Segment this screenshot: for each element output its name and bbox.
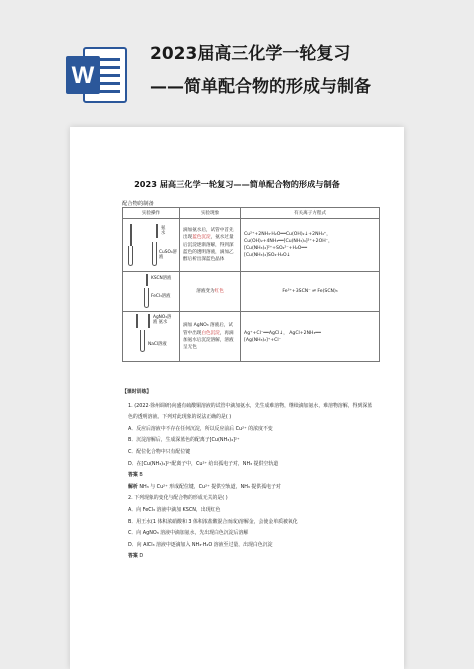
question-1-option: C．配位化合物中只有配位键 [128,448,191,455]
apparatus-diagram [126,222,176,268]
operation-cell [123,312,180,362]
banner [0,0,474,122]
equation-line: Cu²⁺+2NH₃·H₂O══Cu(OH)₂↓+2NH₄⁺， [244,231,331,237]
phenomenon-highlight: 蓝色沉淀 [192,235,211,241]
equation-line: [Ag(NH₃)₂]⁺+Cl⁻ [244,337,282,343]
equation-line: Cu(OH)₂+4NH₃══[Cu(NH₃)₄]²⁺+2OH⁻， [244,239,333,244]
phenomenon-cell [180,272,241,312]
solution-label: CuSO₄溶液 [159,250,177,261]
question-2-option: B．用王水(1 体积浓硝酸和 3 体积浓盐酸混合而成)溶解金，会使金单质被氧化 [128,518,298,525]
table-header-row [123,208,380,219]
equation-line: Fe³⁺+3SCN⁻ ⇌ Fe(SCN)₃ [282,289,338,295]
word-icon [66,46,128,104]
question-1-analysis [122,482,374,494]
header-equation: 有关离子方程式 [241,208,380,219]
question-2-option: C．向 AgNO₃ 溶液中滴加氨水，先出现白色沉淀后溶解 [128,530,249,537]
phenomenon-highlight: 红色 [214,289,224,295]
practice-section [122,387,374,563]
apparatus-diagram [126,274,176,310]
operation-cell [123,219,180,272]
answer-value: B [139,472,143,479]
equation-cell [241,312,380,362]
operation-cell [123,272,180,312]
phenomenon-cell [180,312,241,362]
equation-line: [Cu(NH₃)₄]²⁺+SO₄²⁻+H₂O══ [244,246,307,252]
answer-value: D [139,553,144,560]
sheet-title: 2023 届高三化学一轮复习——简单配合物的形成与制备 [134,179,340,189]
header-phenomenon: 实验现象 [180,208,241,219]
question-1-option: A．反应后溶液中不存在任何沉淀，所以反应前后 Cu²⁺ 的浓度不变 [128,425,273,432]
experiment-table [122,207,380,362]
table-row [123,219,380,272]
analysis-text: NH₃ 与 Cu²⁺ 形成配位键，Cu²⁺ 提供空轨道，NH₃ 提供孤电子对 [139,483,281,490]
equation-cell [241,272,380,312]
word-logo-letter: W [71,62,95,89]
answer-label: 答案 [128,472,138,479]
question-1-stem: 1. (2022·徐州调研)向盛有硫酸铜溶液的试管中滴加氨水，先生成难溶物，继续滴加氨水，难溶物溶解，得到深蓝色的透明溶液。下列对此现象的说法正确的是( ) [128,402,373,421]
reagent-label: 氨水 [161,226,166,237]
table-row [123,272,380,312]
title-line-1: 2023届高三化学一轮复习 [150,44,351,64]
document-title [150,38,450,104]
title-line-2: ——简单配合物的形成与制备 [150,77,371,97]
question-1-option: D．在[Cu(NH₃)₄]²⁺配离子中，Cu²⁺ 给出孤电子对，NH₃ 提供空轨道 [128,460,279,467]
practice-heading: 【课时训练】 [122,389,152,395]
equation-line: Ag⁺+Cl⁻══AgCl↓， AgCl+2NH₃══ [244,330,321,336]
section-label: 配合物的制备 [122,201,154,207]
table-row [123,312,380,362]
phenomenon-highlight: 白色沉淀 [201,330,220,336]
reagent-label: AgNO₃溶液 氨水 [153,314,172,325]
phenomenon-text: 滴加氨水后，试管中首先出现 [183,228,234,241]
phenomenon-text-after: ，再滴加氨水后沉淀溶解，溶液呈无色 [183,330,234,350]
phenomenon-cell [180,219,241,272]
solution-label: NaCl溶液 [148,341,167,347]
equation-line: [Cu(NH₃)₄]SO₄·H₂O↓ [244,253,291,259]
phenomenon-text: 滴加 AgNO₃ 溶液后，试管中出现 [183,323,234,336]
solution-label: FeCl₃溶液 [151,293,171,299]
answer-label: 答案 [128,553,138,560]
apparatus-diagram [126,314,176,360]
question-2-answer [122,551,374,563]
phenomenon-text-after: ，氨水过量后沉淀逐渐溶解，得到深蓝色的透明溶液，滴加乙醇后析出深蓝色晶体 [183,235,234,262]
question-2-stem: 2. 下列现象的变化与配合物的形成无关的是( ) [128,495,228,502]
question-1-answer [122,470,374,482]
equation-cell [241,219,380,272]
question-1-option: B．沉淀溶解后，生成深蓝色的配离子[Cu(NH₃)₄]²⁺ [128,437,240,444]
phenomenon-text: 溶液变为 [196,289,215,295]
question-2-option: A．向 FeCl₃ 溶液中滴加 KSCN，出现红色 [128,506,221,513]
reagent-label: KSCN溶液 [151,275,172,281]
question-2-option: D．向 AlCl₃ 溶液中逐滴加入 NH₃·H₂O 溶液至过量，出现白色沉淀 [128,541,273,548]
analysis-label: 解析 [128,483,138,490]
header-operation: 实验操作 [123,208,180,219]
document-preview[interactable] [70,127,404,669]
